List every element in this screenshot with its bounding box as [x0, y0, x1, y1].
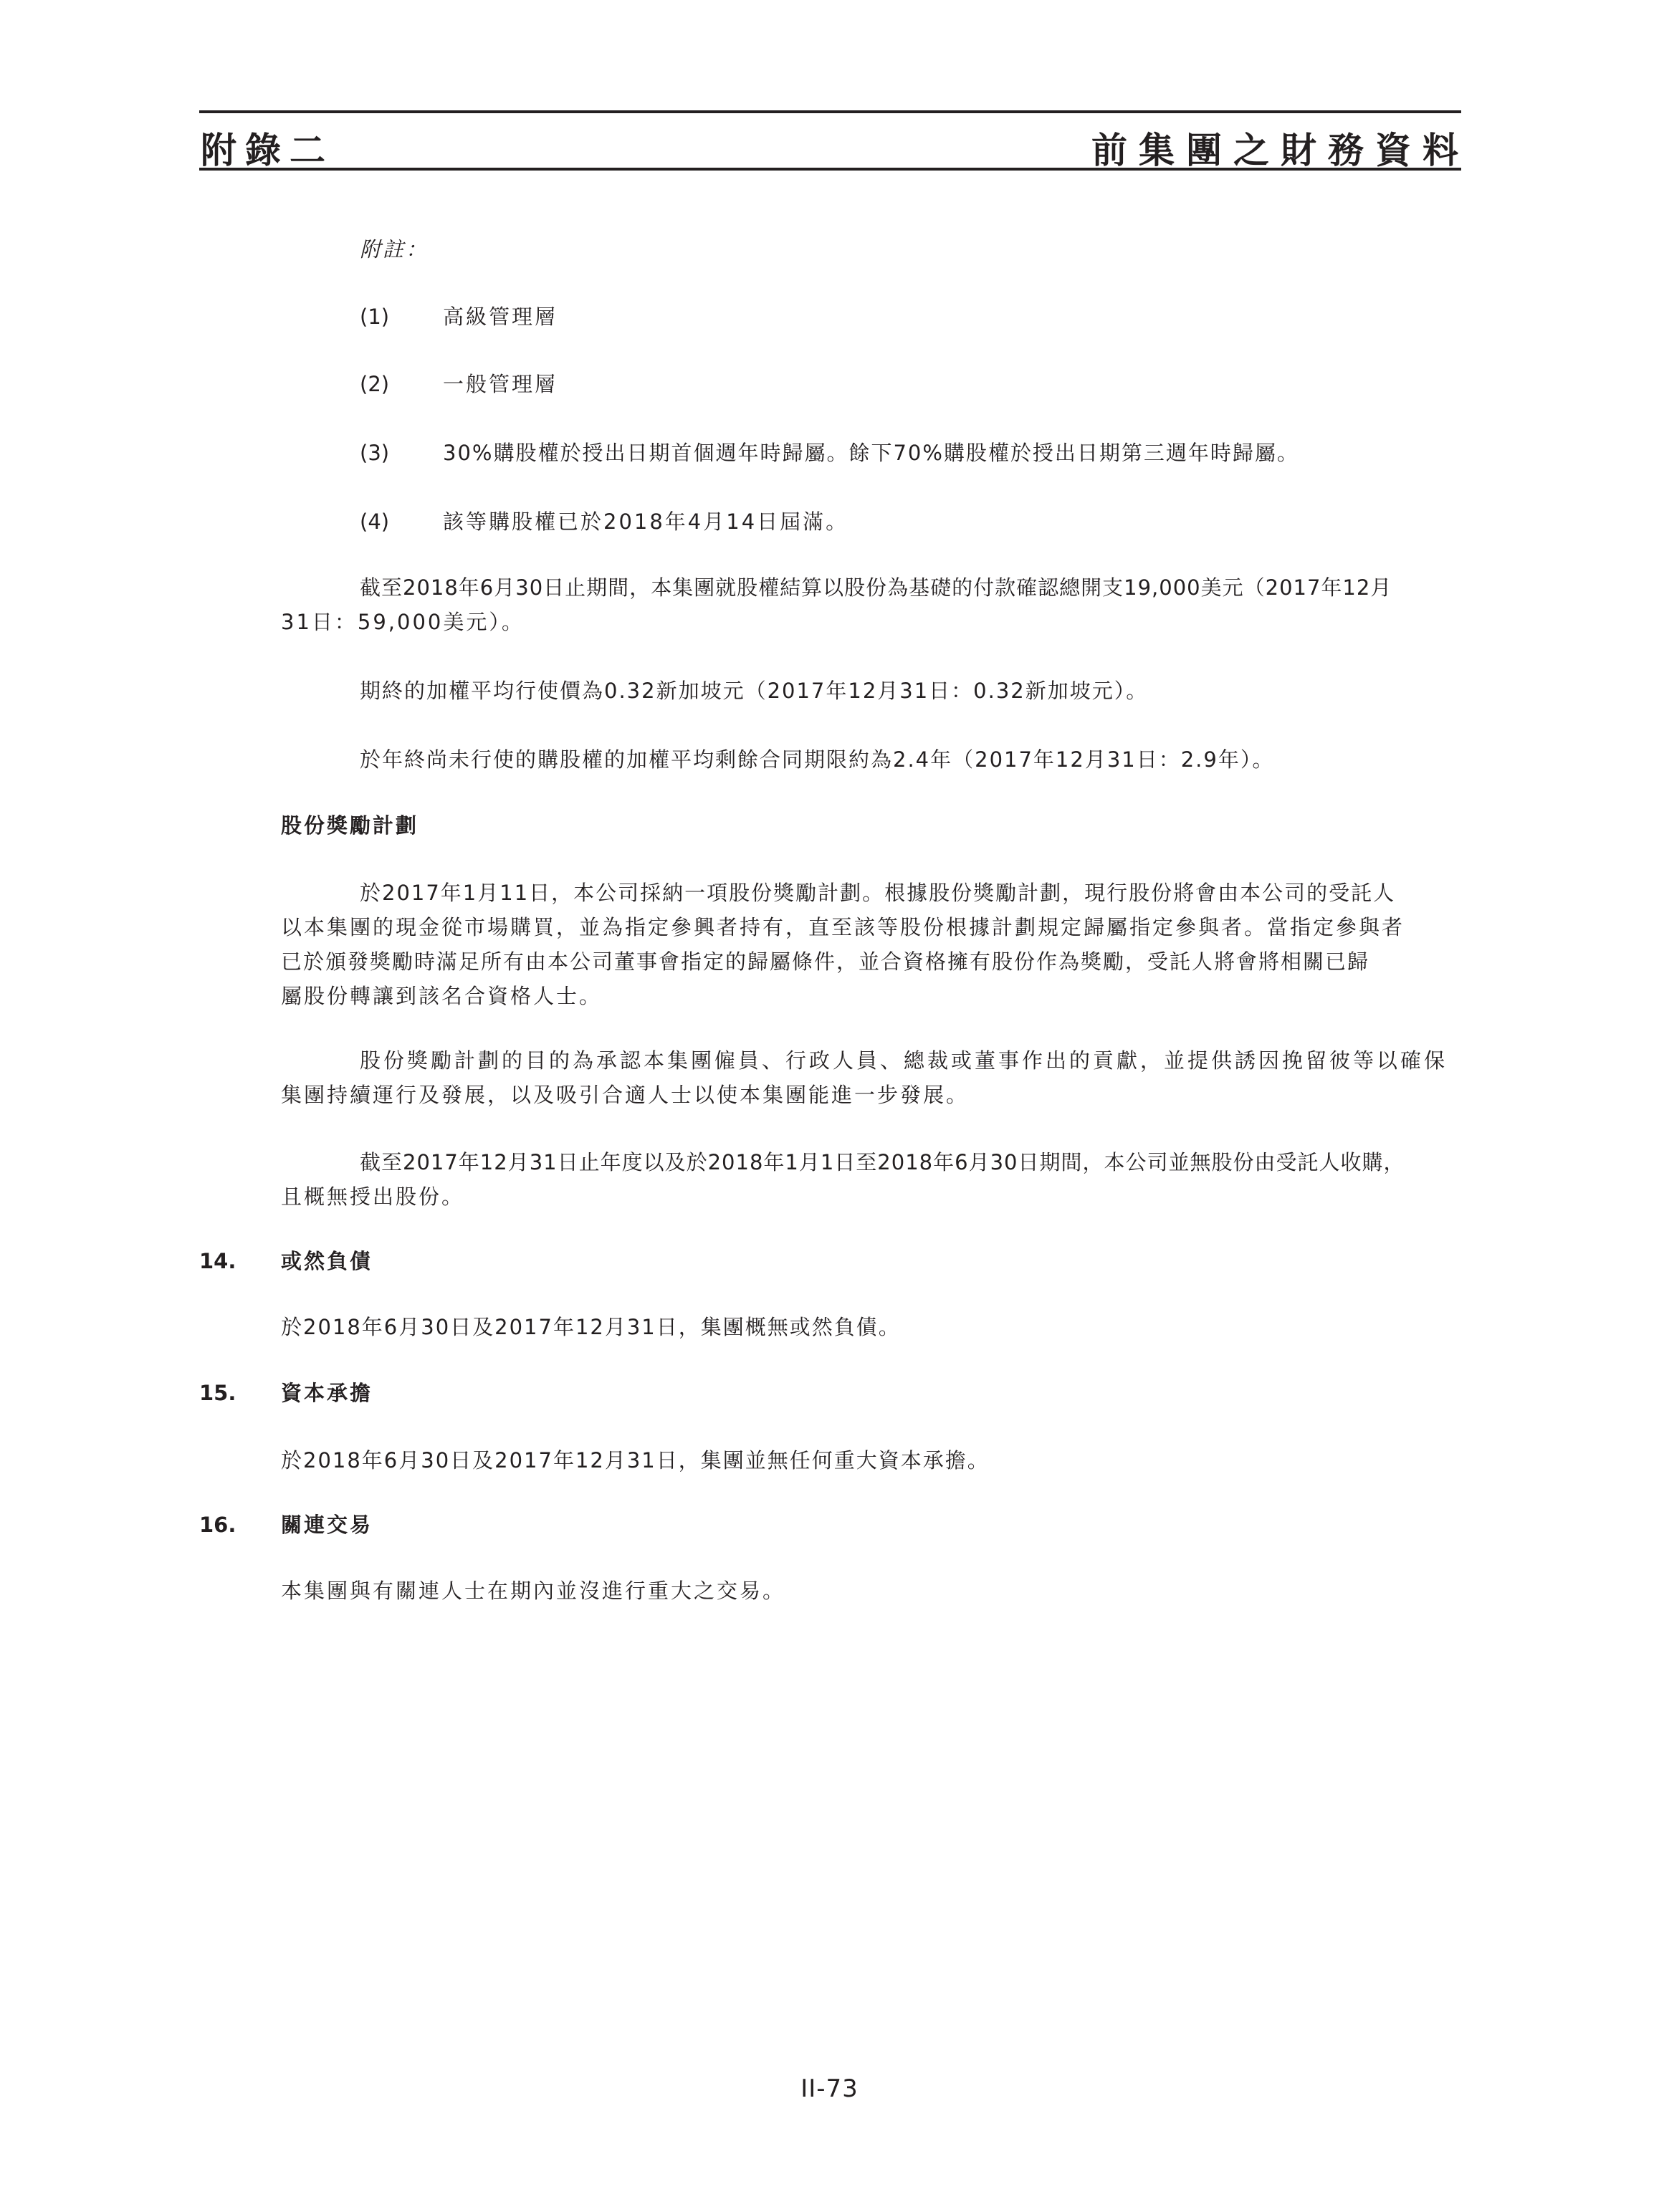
section-title: 前集團之財務資料 — [1091, 130, 1470, 171]
section-body: 於2018年6月30日及2017年12月31日，集團概無或然負債。 — [281, 1315, 901, 1339]
page-header — [199, 110, 1470, 171]
page-number: II-73 — [800, 2074, 859, 2103]
note-text: 該等購股權已於2018年4月14日屆滿。 — [443, 509, 849, 534]
note-text: 高級管理層 — [443, 305, 558, 329]
section-heading: 資本承擔 — [281, 1381, 373, 1405]
paragraph-line: 31日：59,000美元）。 — [281, 610, 525, 634]
note-number: (1) — [360, 305, 390, 329]
section-number: 15. — [199, 1381, 236, 1405]
paragraph-line: 已於頒發獎勵時滿足所有由本公司董事會指定的歸屬條件，並合資格擁有股份作為獎勵，受託人將會將相關已歸 — [281, 949, 1370, 974]
share-award-heading: 股份獎勵計劃 — [281, 813, 419, 838]
paragraph-line: 截至2018年6月30日止期間，本集團就股權結算以股份為基礎的付款確認總開支19,000美元（2017年12月 — [360, 575, 1392, 600]
notes-heading: 附註： — [360, 237, 429, 262]
paragraph-line: 於2017年1月11日，本公司採納一項股份獎勵計劃。根據股份獎勵計劃，現行股份將會由本公司的受託人 — [360, 881, 1396, 905]
note-number: (4) — [360, 509, 390, 534]
section-body: 本集團與有關連人士在期內並沒進行重大之交易。 — [281, 1579, 786, 1603]
section-heading: 關連交易 — [281, 1513, 373, 1537]
section-heading: 或然負債 — [281, 1249, 373, 1273]
note-number: (3) — [360, 441, 390, 465]
section-number: 14. — [199, 1249, 236, 1273]
paragraph-line: 截至2017年12月31日止年度以及於2018年1月1日至2018年6月30日期間，本公司並無股份由受託人收購， — [360, 1150, 1405, 1174]
note-number: (2) — [360, 372, 390, 396]
note-text: 30%購股權於授出日期首個週年時歸屬。餘下70%購股權於授出日期第三週年時歸屬。 — [443, 441, 1299, 465]
appendix-label: 附錄二 — [201, 130, 334, 171]
paragraph-line: 屬股份轉讓到該名合資格人士。 — [281, 984, 603, 1008]
paragraph: 於年終尚未行使的購股權的加權平均剩餘合同期限約為2.4年（2017年12月31日：2.9年）。 — [360, 747, 1275, 772]
section-body: 於2018年6月30日及2017年12月31日，集團並無任何重大資本承擔。 — [281, 1448, 990, 1473]
paragraph-line: 集團持續運行及發展，以及吸引合適人士以使本集團能進一步發展。 — [281, 1083, 970, 1107]
paragraph-line: 以本集團的現金從市場購買，並為指定參興者持有，直至該等股份根據計劃規定歸屬指定參與者。當指定參與者 — [281, 915, 1405, 939]
paragraph: 期終的加權平均行使價為0.32新加坡元（2017年12月31日：0.32新加坡元）。 — [360, 679, 1149, 703]
note-text: 一般管理層 — [443, 372, 558, 396]
paragraph-line: 且概無授出股份。 — [281, 1184, 465, 1209]
paragraph-line: 股份獎勵計劃的目的為承認本集團僱員、行政人員、總裁或董事作出的貢獻，並提供誘因挽留彼等以確保 — [360, 1048, 1448, 1073]
section-number: 16. — [199, 1513, 236, 1537]
